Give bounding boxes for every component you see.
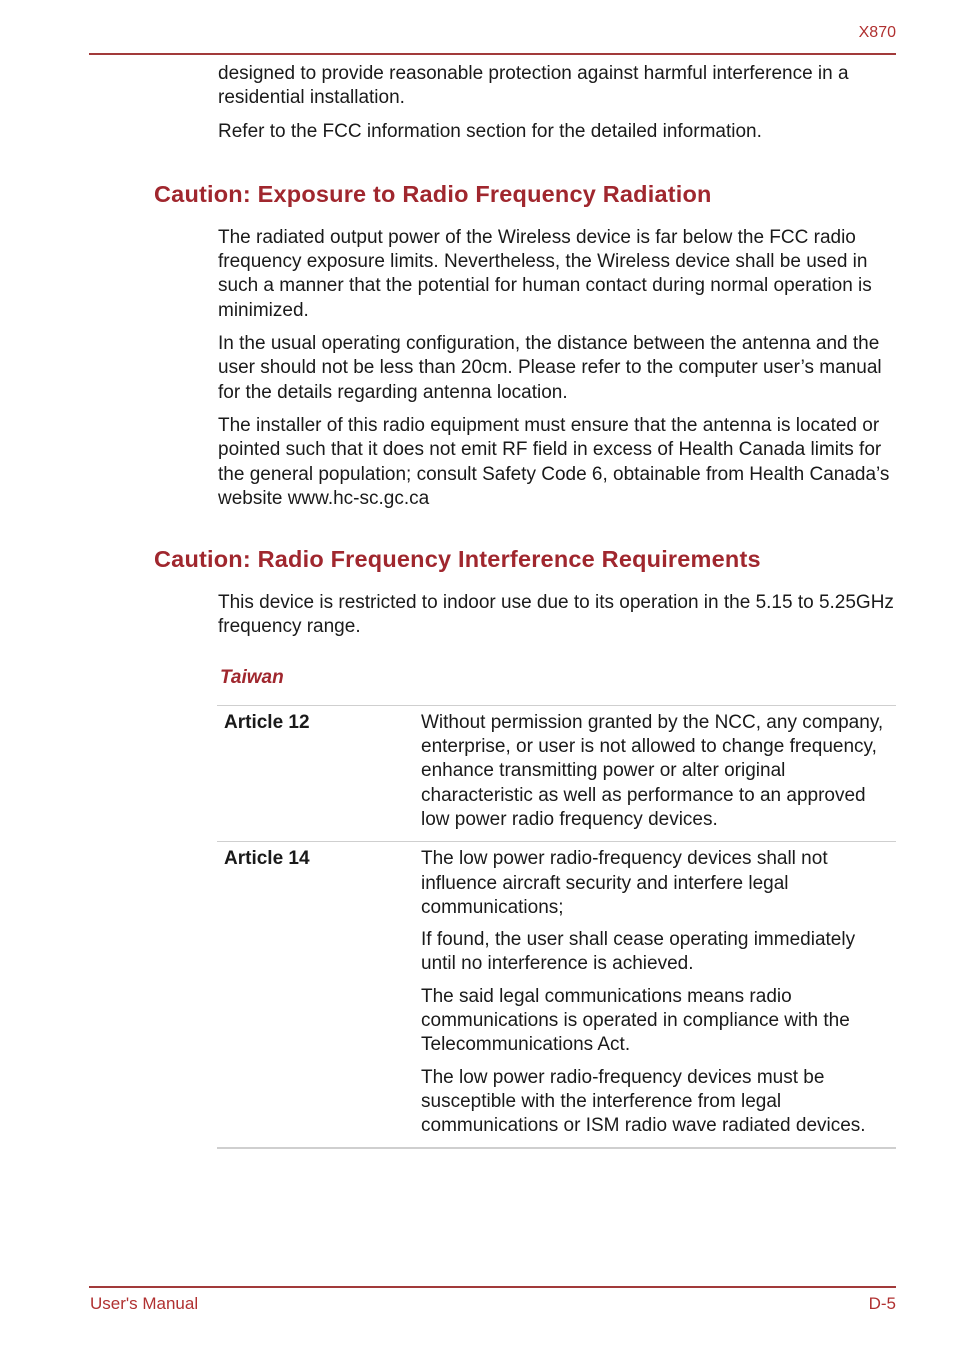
page-content <box>0 62 954 1149</box>
section-heading-rf-exposure: Caution: Exposure to Radio Frequency Radiation <box>154 180 712 207</box>
article-label: Article 12 <box>224 711 310 733</box>
section-heading-rf-interference: Caution: Radio Frequency Interference Requirements <box>154 546 761 573</box>
article-paragraph: Without permission granted by the NCC, any company, enterprise, or user is not allowed to change frequency, enhance transmitting power or alter original characteristic as well as performance to an approved low power radio frequency devices. <box>421 711 884 830</box>
subheading-taiwan: Taiwan <box>220 666 284 688</box>
footer-rule <box>89 1286 896 1288</box>
footer-page-number: D-5 <box>868 1294 896 1313</box>
rf-exposure-paragraph-1: The radiated output power of the Wireless device is far below the FCC radio frequency exposure limits. Nevertheless, the Wireless device shall be used in such a manner that the potential for human contact during normal operation is minimized. <box>218 226 872 321</box>
taiwan-articles-table <box>217 705 896 1149</box>
footer-manual-title: User's Manual <box>90 1294 199 1313</box>
header-model-name: X870 <box>858 24 896 41</box>
article-label: Article 14 <box>224 848 310 870</box>
header-rule <box>89 53 896 55</box>
article-paragraph: The low power radio-frequency devices shall not influence aircraft security and interfere legal communications; <box>421 848 828 918</box>
article-text <box>421 711 896 832</box>
rf-exposure-paragraph-3: The installer of this radio equipment must ensure that the antenna is located or pointed such that it does not emit RF field in excess of Health Canada limits for the general population; consult Safety Code 6, obtainable from Health Canada’s website www.hc-sc.gc.ca <box>218 414 890 509</box>
table-row <box>217 842 896 1148</box>
article-paragraph: The said legal communications means radio communications is operated in compliance with the Telecommunications Act. <box>421 985 850 1056</box>
article-paragraph: The low power radio-frequency devices must be susceptible with the interference from legal communications or ISM radio wave radiated devices. <box>421 1066 866 1137</box>
intro-paragraph-2: Refer to the FCC information section for the detailed information. <box>218 120 762 142</box>
intro-paragraph-1: designed to provide reasonable protection against harmful interference in a residential installation. <box>218 63 849 109</box>
table-row <box>217 706 896 842</box>
rf-interference-paragraph-1: This device is restricted to indoor use due to its operation in the 5.15 to 5.25GHz frequency range. <box>218 592 894 638</box>
rf-exposure-paragraph-2: In the usual operating configuration, the distance between the antenna and the user should not be less than 20cm. Please refer to the computer user’s manual for the details regarding antenna location. <box>218 333 882 403</box>
article-text <box>421 847 896 1138</box>
article-paragraph: If found, the user shall cease operating immediately until no interference is achieved. <box>421 929 856 975</box>
